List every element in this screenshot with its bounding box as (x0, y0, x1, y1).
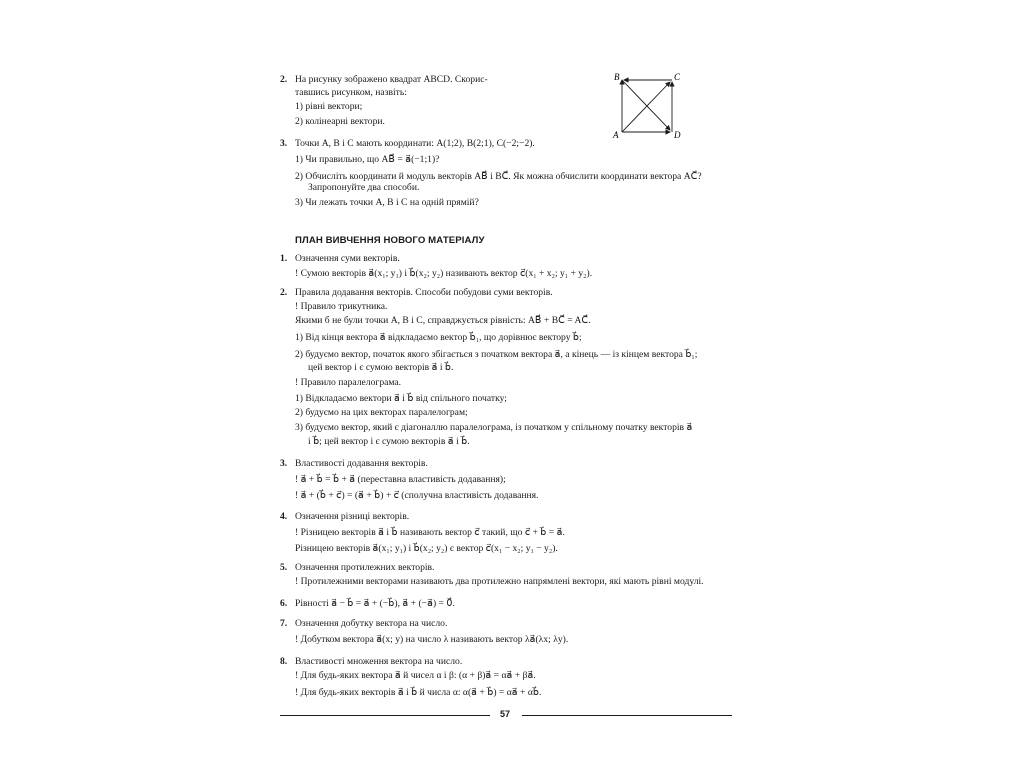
task-3-item-2b: Запропонуйте два способи. (308, 182, 420, 193)
plan-3-line-1: ! a⃗ + b⃗ = b⃗ + a⃗ (переставна властивість додавання); (295, 474, 506, 485)
plan-5-number: 5. (280, 562, 288, 573)
task-3-item-1: 1) Чи правильно, що AB⃗ = a⃗(−1;1)? (295, 154, 440, 165)
plan-7-title: Означення добутку вектора на число. (295, 618, 448, 629)
task-3-line-1: Точки A, B і C мають координати: A(1;2), B(2;1), C(−2;−2). (295, 138, 535, 149)
plan-2-line-10: і b⃗; цей вектор і є сумою векторів a⃗ і b⃗. (308, 436, 470, 447)
plan-2-line-1: ! Правило трикутника. (295, 301, 388, 312)
task-2-line-2: тавшись рисунком, назвіть: (295, 87, 407, 98)
task-3-item-2a: 2) Обчисліть координати й модуль векторів AB⃗ і BC⃗. Як можна обчислити координати вектора AC⃗? (295, 171, 702, 182)
plan-1-number: 1. (280, 253, 288, 264)
plan-1-title: Означення суми векторів. (295, 253, 400, 264)
vertex-label-d: D (674, 130, 681, 140)
task-2-line-1: На рисунку зображено квадрат ABCD. Скорис- (295, 74, 488, 85)
footer-rule-left (280, 715, 490, 716)
plan-8-number: 8. (280, 656, 288, 667)
task-2-item-1: 1) рівні вектори; (295, 101, 363, 112)
plan-6-title: Рівності a⃗ − b⃗ = a⃗ + (−b⃗), a⃗ + (−a⃗) = 0⃗. (295, 598, 455, 609)
plan-3-title: Властивості додавання векторів. (295, 458, 428, 469)
plan-3-line-2: ! a⃗ + (b⃗ + c⃗) = (a⃗ + b⃗) + c⃗ (сполучна властивість додавання. (295, 490, 539, 501)
plan-heading: ПЛАН ВИВЧЕННЯ НОВОГО МАТЕРІАЛУ (295, 235, 485, 246)
plan-2-line-5: цей вектор і є сумою векторів a⃗ і b⃗. (308, 362, 454, 373)
plan-4-line-2: Різницею векторів a⃗(x₁; y₁) і b⃗(x₂; y₂) є вектор c⃗(x₁ − x₂; y₁ − y₂). (295, 543, 558, 554)
task-2-number: 2. (280, 74, 288, 85)
task-3-item-3: 3) Чи лежать точки A, B і C на одній прямій? (295, 197, 479, 208)
plan-2-title: Правила додавання векторів. Способи побудови суми векторів. (295, 287, 553, 298)
plan-8-line-1: ! Для будь-яких вектора a⃗ й чисел α і β: (α + β)a⃗ = αa⃗ + βa⃗. (295, 670, 536, 681)
plan-5-line-1: ! Протилежними векторами називають два протилежно напрямлені вектори, які мають рівні модулі. (295, 576, 704, 587)
task-2-item-2: 2) колінеарні вектори. (295, 116, 385, 127)
plan-2-line-6: ! Правило паралелограма. (295, 377, 402, 388)
plan-2-line-4: 2) будуємо вектор, початок якого збігається з початком вектора a⃗, а кінець — із кінцем вектора b⃗₁; (295, 349, 698, 360)
plan-6-number: 6. (280, 598, 288, 609)
plan-1-line-1: ! Сумою векторів a⃗(x₁; y₁) і b⃗(x₂; y₂) називають вектор c⃗(x₁ + x₂; y₁ + y₂). (295, 268, 593, 279)
plan-2-line-8: 2) будуємо на цих векторах паралелограм; (295, 407, 468, 418)
vertex-label-a: A (613, 130, 619, 140)
task-3-number: 3. (280, 138, 288, 149)
square-abcd-figure (608, 70, 688, 140)
plan-7-line-1: ! Добутком вектора a⃗(x; y) на число λ називають вектор λa⃗(λx; λy). (295, 634, 569, 645)
plan-5-title: Означення протилежних векторів. (295, 562, 435, 573)
plan-7-number: 7. (280, 618, 288, 629)
plan-2-number: 2. (280, 287, 288, 298)
footer-rule-right (522, 715, 732, 716)
plan-2-line-7: 1) Відкладаємо вектори a⃗ і b⃗ від спільного початку; (295, 393, 507, 404)
plan-2-line-9: 3) будуємо вектор, який є діагоналлю паралелограма, із початком у спільному початку векторів a⃗ (295, 422, 693, 433)
plan-8-line-2: ! Для будь-яких векторів a⃗ і b⃗ й числа α: α(a⃗ + b⃗) = αa⃗ + αb⃗. (295, 687, 542, 698)
plan-4-title: Означення різниці векторів. (295, 511, 410, 522)
plan-8-title: Властивості множення вектора на число. (295, 656, 463, 667)
vertex-label-b: B (614, 72, 620, 82)
plan-4-line-1: ! Різницею векторів a⃗ і b⃗ називають вектор c⃗ такий, що c⃗ + b⃗ = a⃗. (295, 527, 565, 538)
plan-2-line-3: 1) Від кінця вектора a⃗ відкладаємо вектор b⃗₁, що дорівнює вектору b⃗; (295, 332, 582, 343)
page-number: 57 (500, 709, 511, 719)
plan-3-number: 3. (280, 458, 288, 469)
plan-4-number: 4. (280, 511, 288, 522)
vertex-label-c: C (674, 72, 681, 82)
plan-2-line-2: Якими б не були точки A, B і C, справджується рівність: AB⃗ + BC⃗ = AC⃗. (295, 315, 591, 326)
